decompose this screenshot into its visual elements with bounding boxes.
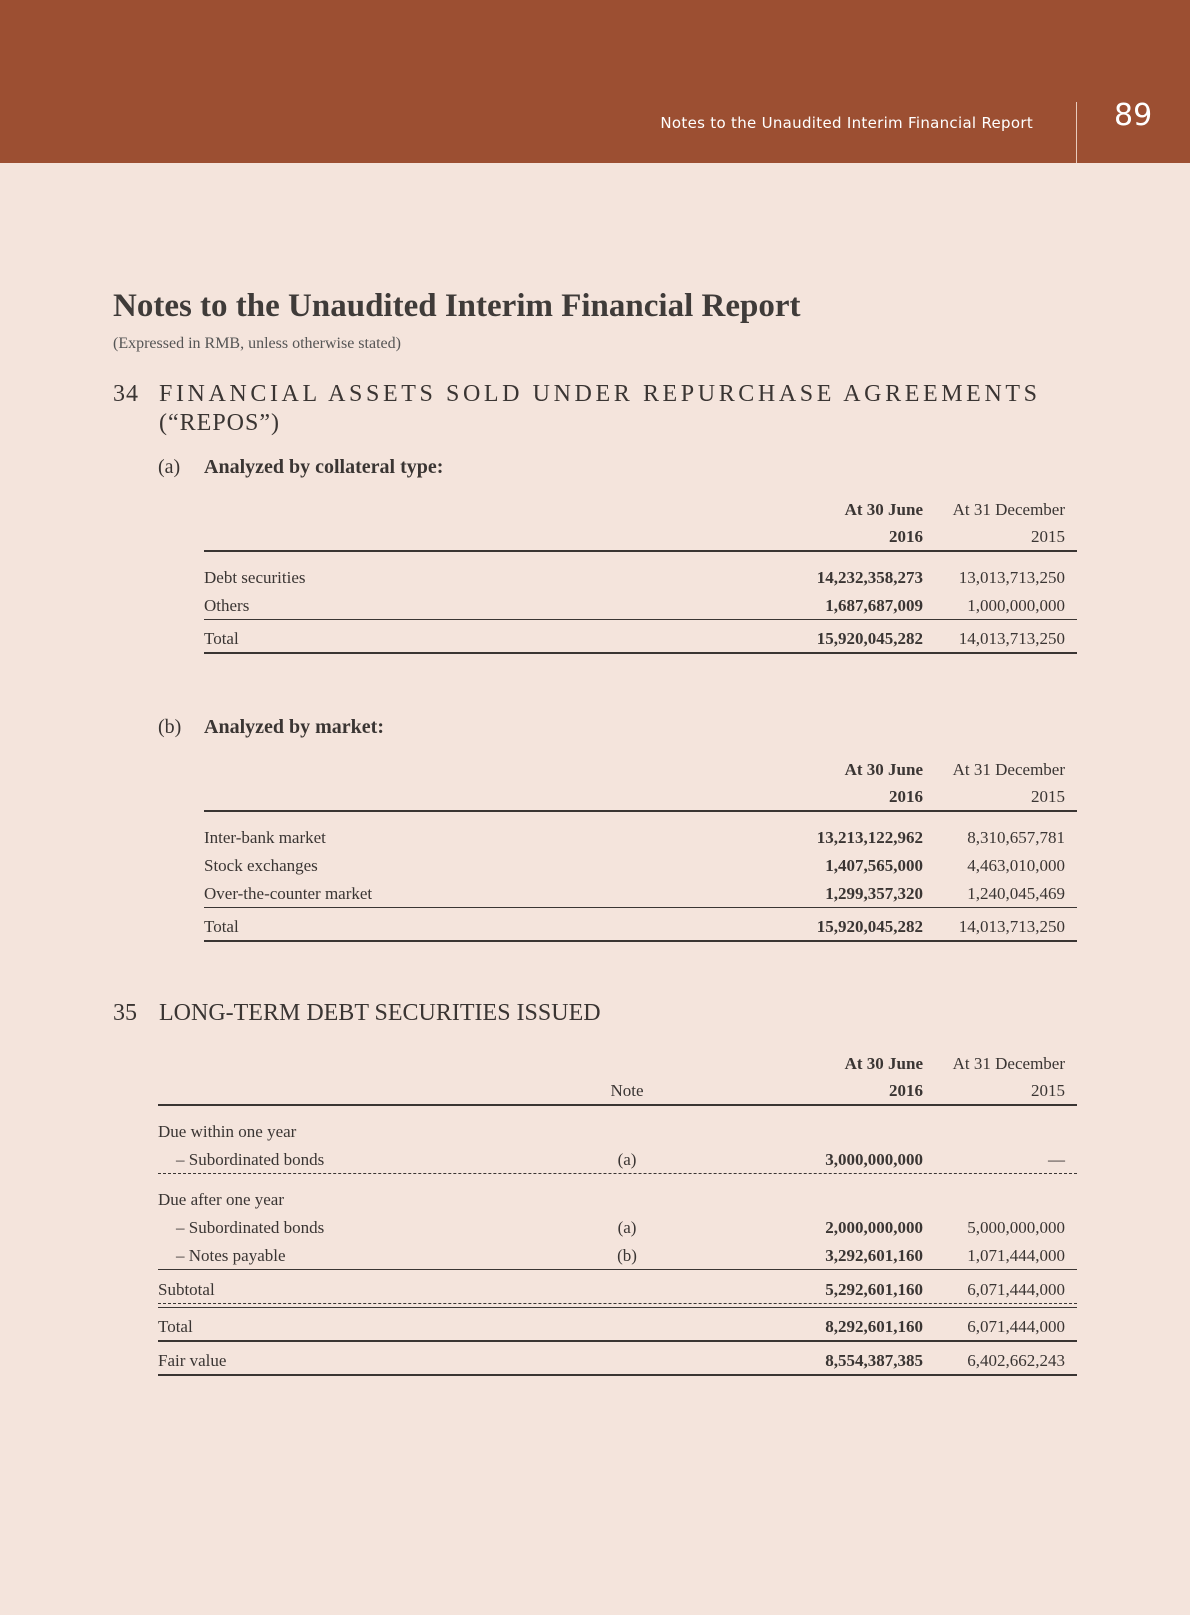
subsection-b-heading [158, 716, 384, 739]
table-row [158, 1146, 1077, 1174]
row-label: Subtotal [158, 1279, 215, 1299]
col-header: At 30 June [844, 500, 923, 519]
total-row [158, 1314, 1077, 1342]
cell: 1,687,687,009 [825, 595, 923, 615]
subsection-label: (a) [158, 456, 181, 478]
cell: 14,232,358,273 [816, 568, 923, 587]
col-header: 2015 [1031, 787, 1065, 806]
table-row [158, 1242, 1077, 1270]
col-header-note: Note [610, 1081, 644, 1100]
total-row [204, 914, 1077, 942]
note-ref: (b) [617, 1245, 637, 1265]
row-label: – Subordinated bonds [176, 1218, 325, 1237]
section-title: FINANCIAL ASSETS SOLD UNDER REPURCHASE AGREEMENTS [159, 381, 1041, 407]
running-title: Notes to the Unaudited Interim Financial Report [660, 114, 1033, 132]
cell: 15,920,045,282 [816, 917, 923, 936]
table-row [204, 824, 1077, 852]
cell: 1,071,444,000 [967, 1245, 1065, 1265]
col-header: At 30 June [844, 1054, 923, 1073]
row-label: Stock exchanges [204, 856, 318, 875]
cell: 6,071,444,000 [967, 1317, 1065, 1336]
cell: 14,013,713,250 [958, 917, 1065, 936]
row-label: Total [204, 917, 239, 936]
cell: 8,310,657,781 [967, 828, 1065, 847]
total-row [204, 626, 1077, 654]
cell: 1,240,045,469 [967, 883, 1065, 903]
cell: 3,000,000,000 [825, 1149, 923, 1169]
section-number: 34 [113, 381, 139, 407]
cell: 6,071,444,000 [967, 1279, 1065, 1299]
table-row [204, 852, 1077, 880]
row-label: Fair value [158, 1351, 227, 1370]
row-label: Debt securities [204, 568, 306, 587]
section-number: 35 [113, 1000, 137, 1026]
section-35-heading [113, 1000, 601, 1027]
table-row [204, 592, 1077, 620]
collateral-table [204, 496, 1077, 654]
cell: 1,407,565,000 [825, 856, 923, 875]
cell: 1,299,357,320 [825, 883, 923, 903]
note-ref: (a) [617, 1218, 637, 1237]
page-title: Notes to the Unaudited Interim Financial Report [113, 288, 801, 324]
market-table [204, 756, 1077, 942]
cell: 8,554,387,385 [825, 1351, 923, 1370]
cell: 8,292,601,160 [825, 1317, 923, 1336]
cell: — [1048, 1149, 1065, 1169]
row-label: Total [158, 1317, 193, 1336]
col-header: At 31 December [952, 1054, 1065, 1073]
page-number: 89 [1114, 98, 1153, 133]
page-subtitle: (Expressed in RMB, unless otherwise stated) [113, 335, 401, 352]
group-label: Due within one year [158, 1122, 297, 1141]
row-label: Others [204, 595, 250, 615]
subsection-label: (b) [158, 716, 182, 738]
cell: 5,292,601,160 [825, 1279, 923, 1299]
section-title: LONG-TERM DEBT SECURITIES ISSUED [159, 1000, 601, 1026]
note-ref: (a) [617, 1149, 637, 1169]
row-label: Inter-bank market [204, 828, 326, 847]
cell: 13,213,122,962 [816, 828, 923, 847]
col-header: 2016 [889, 787, 923, 806]
debt-securities-table [158, 1050, 1077, 1376]
col-header: At 31 December [952, 500, 1065, 519]
cell: 14,013,713,250 [958, 629, 1065, 648]
cell: 6,402,662,243 [967, 1351, 1065, 1370]
col-header: At 30 June [844, 760, 923, 779]
col-header: 2016 [889, 527, 923, 546]
section-34-heading [113, 380, 1041, 438]
section-title-line2: (“REPOS”) [159, 410, 280, 436]
cell: 4,463,010,000 [967, 856, 1065, 875]
row-label: Over-the-counter market [204, 883, 373, 903]
cell: 3,292,601,160 [825, 1245, 923, 1265]
group-label: Due after one year [158, 1190, 285, 1209]
subsection-title: Analyzed by market: [204, 716, 384, 738]
table-row [158, 1214, 1077, 1242]
table-row [204, 880, 1077, 908]
cell: 2,000,000,000 [825, 1218, 923, 1237]
row-label: Total [204, 629, 239, 648]
cell: 15,920,045,282 [816, 629, 923, 648]
col-header: 2015 [1031, 1081, 1065, 1100]
row-label: – Subordinated bonds [176, 1149, 325, 1169]
row-label: – Notes payable [176, 1245, 286, 1265]
table-row [204, 564, 1077, 592]
fair-value-row [158, 1348, 1077, 1376]
col-header: 2016 [889, 1081, 923, 1100]
col-header: 2015 [1031, 527, 1065, 546]
subtotal-row [158, 1276, 1077, 1304]
header-bar [0, 0, 1190, 163]
cell: 13,013,713,250 [958, 568, 1065, 587]
cell: 1,000,000,000 [967, 595, 1065, 615]
col-header: At 31 December [952, 760, 1065, 779]
subsection-title: Analyzed by collateral type: [204, 456, 444, 478]
cell: 5,000,000,000 [967, 1218, 1065, 1237]
subsection-a-heading [158, 456, 443, 479]
divider [1076, 102, 1077, 163]
